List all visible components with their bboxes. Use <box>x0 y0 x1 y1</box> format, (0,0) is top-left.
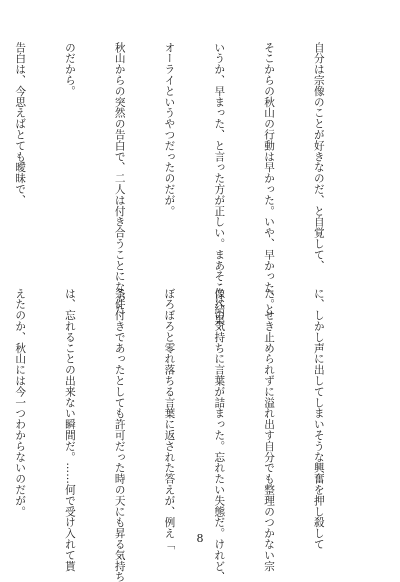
text-line: は、忘れることの出来ない瞬間だ。……何で受け入れて貰 <box>63 288 76 572</box>
text-line: のだから。 <box>63 42 76 97</box>
text-line: 自分は宗像のことが好きなのだ、と自覚して、 <box>312 42 325 271</box>
text-line: いうか、早まった、と言った方が正しい。まあそこは結果 <box>213 42 226 326</box>
text-line: 秋山からの突然の告白で、二人は付き合うことになった <box>113 42 126 315</box>
text-line: えたのか、秋山には今一つわからないのだが。 <box>14 288 27 517</box>
text-line: た。せき止められずに溢れ出す自分でも整理のつかない宗 <box>263 288 276 572</box>
page-number: 8 <box>196 532 204 545</box>
text-line: ぼろぼろと零れ落ちる言葉に返された答えが、例え「 <box>163 288 176 550</box>
text-line: 像への気持ちに言葉が詰まった。忘れたい失態だ。けれど、 <box>213 288 226 582</box>
text-block-top <box>14 42 360 326</box>
text-line: オーライというやつだったのだが。 <box>163 42 176 217</box>
text-line: に、しかし声に出してしまいそうな興奮を押し殺して <box>312 288 325 550</box>
text-line: そこからの秋山の行動は早かった。いや、早かった、と <box>263 42 276 315</box>
text-block-bottom <box>14 288 360 582</box>
text-line: 告白は、今思えばとても曖昧で、 <box>14 42 27 206</box>
text-line: 条件付きであったとしても許可だった時の天にも昇る気持ち <box>113 288 126 582</box>
